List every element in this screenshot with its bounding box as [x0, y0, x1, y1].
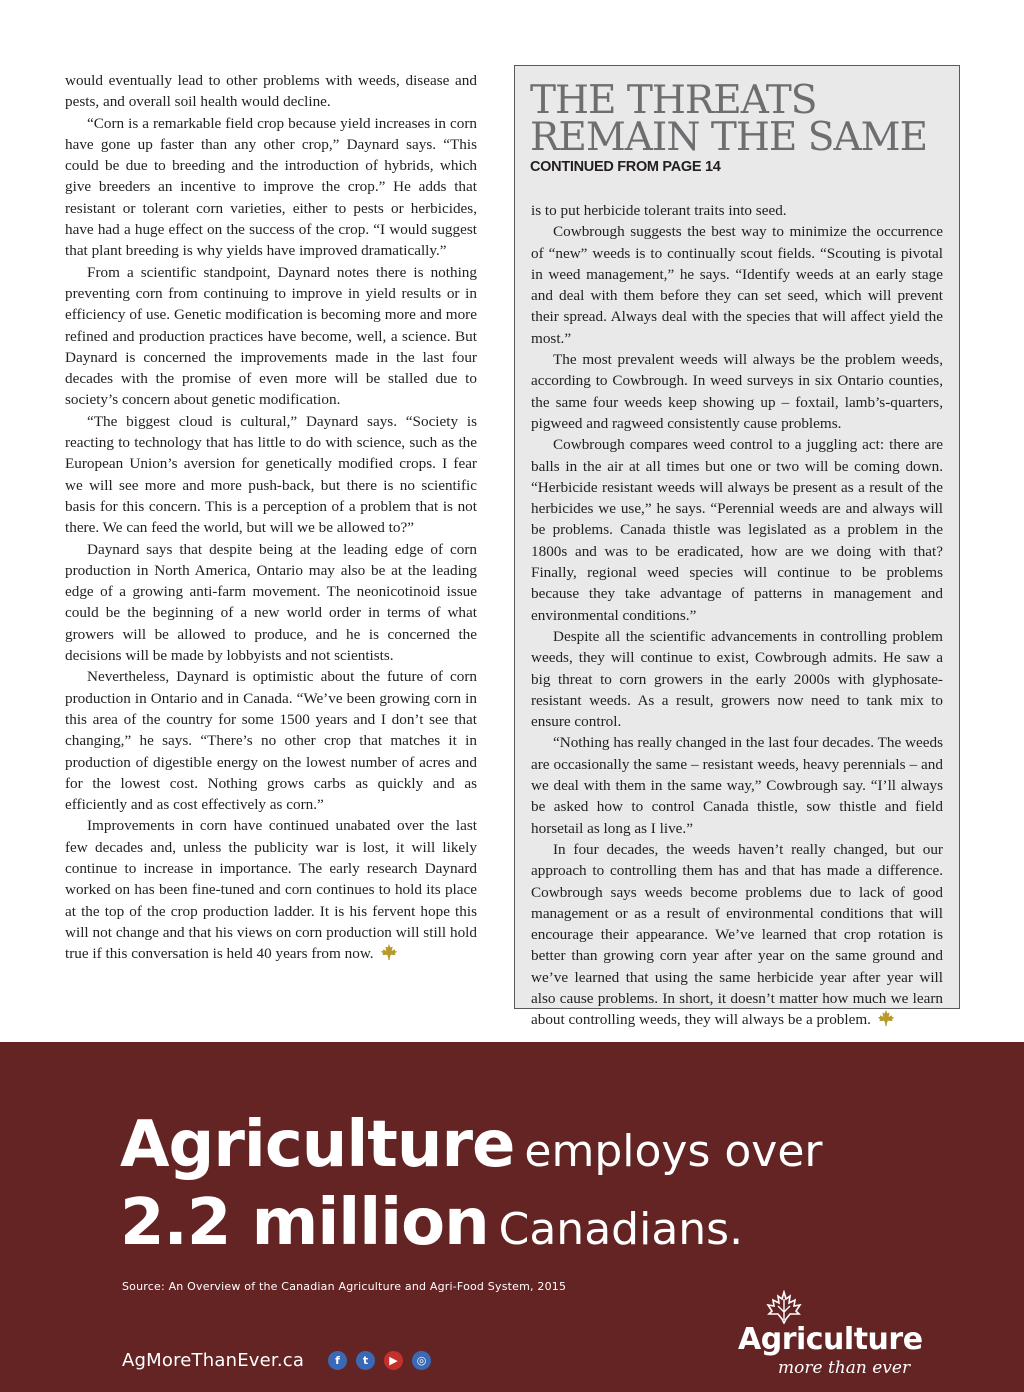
paragraph-last: In four decades, the weeds haven’t really changed, but our approach to controlling them has and that has made a difference. Cowbrough says weeds become problems due to lack of good management or as a result of environmental conditions that will encourage their appearance. We’ve learned that crop rotation is better than growing corn year after year on the same ground and we’ve learned that using the same herbicide year after year will also cause problems. In short, it doesn’t matter how much we learn about controlling weeds, they will always be a problem. [531, 840, 943, 1029]
paragraph: Daynard says that despite being at the leading edge of corn production in North America, Ontario may also be at the leading edge of a growing anti-farm movement. The neonicotinoid issue could be the beginning of a new world order in terms of what growers will be allowed to produce, and he is concerned the decisions will be made by lobbyists and not scientists. [65, 540, 477, 665]
article-left-column [65, 70, 477, 964]
advertisement-banner [0, 1042, 1024, 1392]
sidebar-box [514, 65, 960, 1029]
ad-headline-line1: Agriculture employs over [120, 1108, 823, 1182]
twitter-icon[interactable]: t [356, 1351, 375, 1370]
paragraph: Cowbrough compares weed control to a juggling act: there are balls in the air at all times but one or two will be coming down. “Herbicide resistant weeds will always be present as a result of the herbicides we use,” he says. “Perennial weeds are and always will be problems. Canada thistle was legislated as a problem in the 1800s and was to be eradicated, how are we doing with that? Finally, regional weed species will continue to be problems because they take advantage of patterns in management and environmental conditions.” [531, 436, 943, 624]
youtube-icon[interactable]: ▶ [384, 1351, 403, 1370]
ad-source: Source: An Overview of the Canadian Agriculture and Agri-Food System, 2015 [122, 1280, 567, 1293]
maple-leaf-icon [877, 1009, 895, 1027]
sidebar-title: THE THREATS REMAIN THE SAME [530, 78, 928, 160]
paragraph: “The biggest cloud is cultural,” Daynard says. “Society is reacting to technology that has little to do with science, such as the European Union’s aversion for genetically modified crops. I fear we will see more and more push-back, but there is no scientific basis for this concern. This is a perception of a problem that is not there. We can feed the world, but will we be allowed to?” [65, 412, 477, 537]
paragraph: Despite all the scientific advancements in controlling problem weeds, they will continue to exist, Cowbrough admits. He saw a big threat to corn growers in the early 2000s with glyphosate-resistant weeds. As a result, growers now need to tank mix to ensure control. [531, 627, 943, 731]
agriculture-logo [738, 1292, 923, 1382]
ad-headline-line2: 2.2 million Canadians. [120, 1186, 744, 1260]
paragraph: “Corn is a remarkable field crop because yield increases in corn have gone up faster than any other crop,” Daynard says. “This could be due to breeding and the introduction of hybrids, which give breeders an incentive to improve the crop.” He adds that resistant or tolerant corn varieties, either to pests or herbicides, have had a huge effect on the success of the crop. “I would suggest that plant breeding is why yields have improved dramatically.” [65, 114, 477, 260]
social-icons [328, 1351, 431, 1370]
paragraph: “Nothing has really changed in the last four decades. The weeds are occasionally the same – resistant weeds, heavy perennials – and we deal with them in the same way,” Cowbrough say. “I’ll always be asked how to control Canada thistle, sow thistle and field horsetail as long as I live.” [531, 734, 943, 837]
wheat-leaf-icon [766, 1290, 802, 1324]
paragraph: The most prevalent weeds will always be the problem weeds, according to Cowbrough. In weed surveys in six Ontario counties, the same four weeds keep showing up – foxtail, lamb’s-quarters, pigweed and ragweed consistently cause problems. [531, 351, 943, 432]
sidebar-body [531, 200, 943, 1031]
paragraph: Cowbrough suggests the best way to minimize the occurrence of “new” weeds is to continually scout fields. “Scouting is pivotal in weed management,” he says. “Identify weeds at an early stage and deal with them before they can set seed, which will prevent their spread. Always deal with the species that will affect yield the most.” [531, 223, 943, 347]
paragraph: From a scientific standpoint, Daynard notes there is nothing preventing corn from continuing to improve in yield results or in efficiency of use. Genetic modification is becoming more and more refined and production practices have become, well, a science. But Daynard is concerned the improvements made in the last four decades with the promise of even more will be stalled due to society’s concern about genetic modification. [65, 263, 477, 409]
logo-tagline: more than ever [778, 1358, 911, 1378]
paragraph: Nevertheless, Daynard is optimistic about the future of corn production in Ontario and in Canada. “We’ve been growing corn in this area of the country for some 1500 years and I don’t see that changing,” he says. “There’s no other crop that matches it in production of digestible energy on the lowest number of acres and for the lowest cost. Nothing grows carbs as quickly and as efficiently and as cost effectively as corn.” [65, 668, 477, 814]
paragraph: is to put herbicide tolerant traits into seed. [531, 202, 787, 219]
instagram-icon[interactable]: ◎ [412, 1351, 431, 1370]
paragraph-last: Improvements in corn have continued unabated over the last few decades and, unless the publicity war is lost, it will likely continue to increase in importance. The early research Daynard worked on has been fine-tuned and corn continues to hold its place at the top of the crop production ladder. It is his fervent hope this will not change and that his views on corn production will still hold true if this conversation is held 40 years from now. [65, 817, 477, 963]
maple-leaf-icon [380, 943, 398, 961]
continued-label: CONTINUED FROM PAGE 14 [530, 159, 721, 175]
paragraph: would eventually lead to other problems with weeds, disease and pests, and overall soil health would decline. [65, 72, 477, 111]
ad-website-link[interactable]: AgMoreThanEver.ca [122, 1350, 305, 1371]
facebook-icon[interactable]: f [328, 1351, 347, 1370]
logo-wordmark: Agriculture [738, 1322, 923, 1357]
